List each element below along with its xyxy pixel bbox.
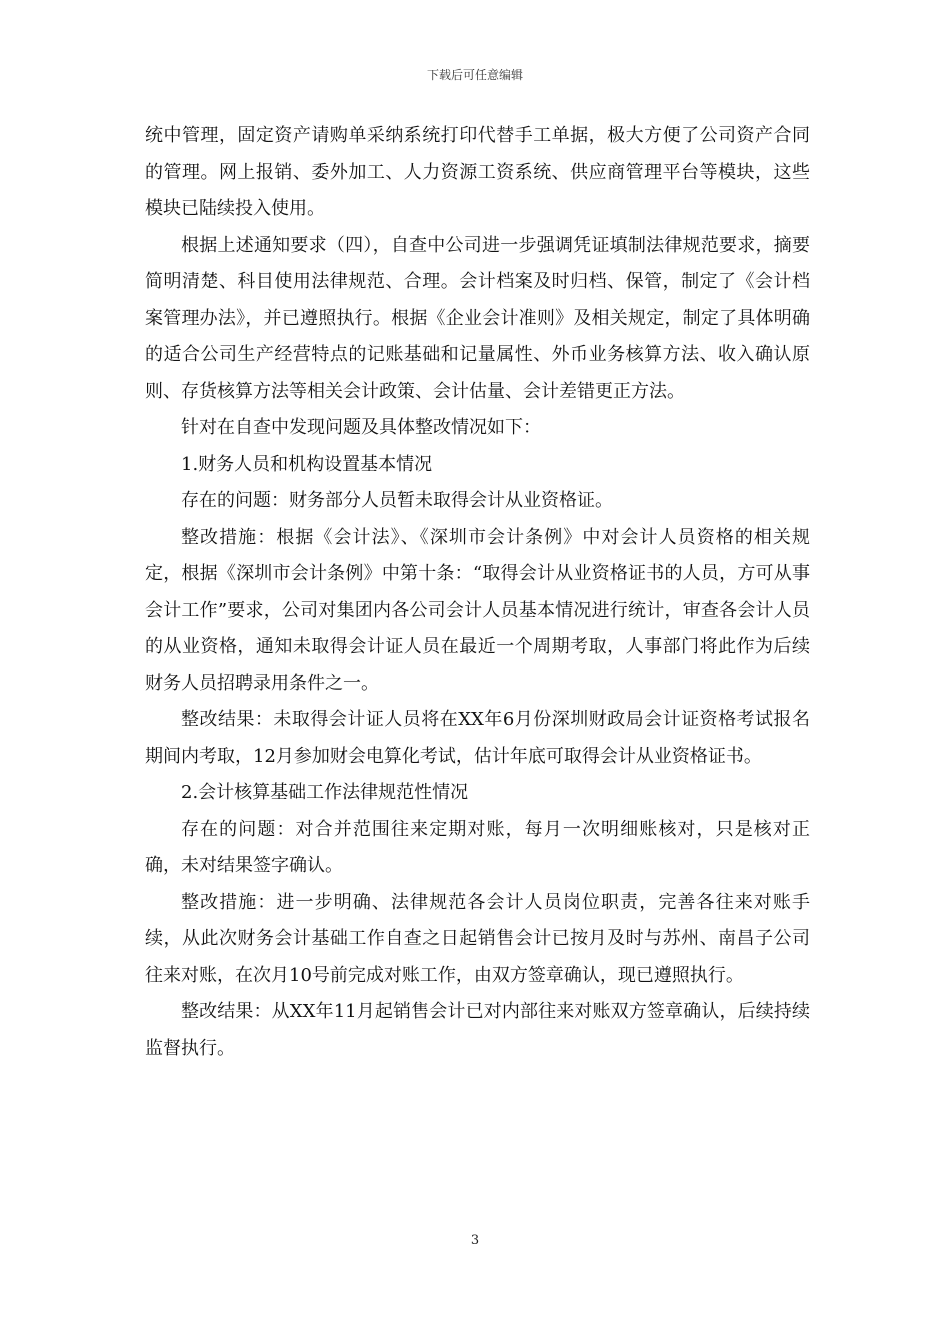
paragraph: 整改结果：从XX年11月起销售会计已对内部往来对账双方签章确认，后续持续监督执行。 xyxy=(145,1001,810,1059)
paragraph: 整改措施：根据《会计法》、《深圳市会计条例》中对会计人员资格的相关规定，根据《深圳市会计条例》中第十条：“取得会计从业资格证书的人员，方可从事会计工作”要求，公司对集团内各公司会计人员基本情况进行统计，审查各会计人员的从业资格，通知未取得会计证人员在最近一个周期考取，人事部门将此作为后续财务人员招聘录用条件之一。 xyxy=(145,526,810,694)
paragraph: 统中管理，固定资产请购单采纳系统打印代替手工单据，极大方便了公司资产合同的管理。网上报销、委外加工、人力资源工资系统、供应商管理平台等模块，这些模块已陆续投入使用。 xyxy=(145,125,810,219)
paragraph: 根据上述通知要求（四），自查中公司进一步强调凭证填制法律规范要求，摘要简明清楚、科目使用法律规范、合理。会计档案及时归档、保管，制定了《会计档案管理办法》，并已遵照执行。根据《企业会计准则》及相关规定，制定了具体明确的适合公司生产经营特点的记账基础和记量属性、外币业务核算方法、收入确认原则、存货核算方法等相关会计政策、会计估量、会计差错更正方法。 xyxy=(145,234,810,402)
paragraph: 针对在自查中发现问题及具体整改情况如下： xyxy=(181,417,541,438)
paragraph: 整改结果：未取得会计证人员将在XX年6月份深圳财政局会计证资格考试报名期间内考取，12月参加财会电算化考试，估计年底可取得会计从业资格证书。 xyxy=(145,709,810,767)
page-number: 3 xyxy=(470,1233,480,1248)
paragraph: 存在的问题：对合并范围往来定期对账，每月一次明细账核对，只是核对正确，未对结果签字确认。 xyxy=(145,818,810,876)
page-header: 下载后可任意编辑 xyxy=(426,68,523,82)
paragraph: 存在的问题：财务部分人员暂未取得会计从业资格证。 xyxy=(181,490,613,511)
section-heading: 2.会计核算基础工作法律规范性情况 xyxy=(181,782,469,803)
document-body xyxy=(145,118,810,1067)
paragraph: 整改措施：进一步明确、法律规范各会计人员岗位职责，完善各往来对账手续，从此次财务会计基础工作自查之日起销售会计已按月及时与苏州、南昌子公司往来对账，在次月10号前完成对账工作，由双方签章确认，现已遵照执行。 xyxy=(145,891,810,986)
section-heading: 1.财务人员和机构设置基本情况 xyxy=(181,453,433,475)
